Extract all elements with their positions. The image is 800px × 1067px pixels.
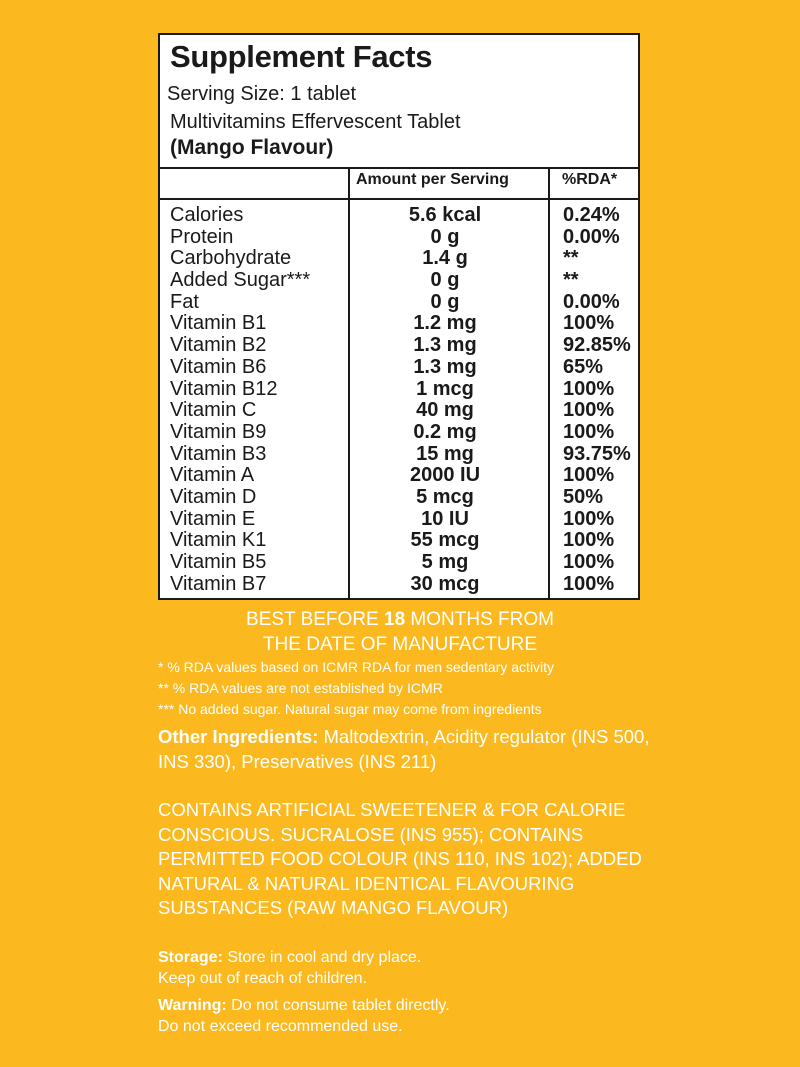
nutrient-amount: 15 mg bbox=[416, 442, 474, 465]
nutrient-rda: 100% bbox=[563, 572, 615, 595]
nutrient-name: Vitamin B3 bbox=[170, 442, 267, 465]
rda-column-header: %RDA* bbox=[562, 171, 618, 188]
nutrient-rda: ** bbox=[563, 269, 579, 292]
nutrient-amount: 0.2 mg bbox=[413, 420, 477, 443]
table-row bbox=[160, 400, 638, 422]
storage-text: Store in cool and dry place. bbox=[222, 949, 422, 966]
ingredients-label: Other Ingredients: bbox=[158, 726, 319, 747]
table-row bbox=[160, 465, 638, 487]
warning-label: Warning: bbox=[158, 997, 227, 1014]
nutrient-rda: 50% bbox=[563, 485, 604, 508]
nutrient-amount: 10 IU bbox=[421, 507, 469, 530]
nutrient-rda: 100% bbox=[563, 529, 615, 552]
storage-line2: Keep out of reach of children. bbox=[158, 970, 368, 987]
nutrient-amount: 40 mg bbox=[416, 399, 474, 422]
best-before-suffix: MONTHS FROM bbox=[405, 609, 554, 630]
nutrient-rda: 100% bbox=[563, 464, 615, 487]
nutrient-rda: 93.75% bbox=[563, 442, 631, 465]
nutrient-rda: 100% bbox=[563, 312, 615, 335]
nutrient-rda: 100% bbox=[563, 399, 615, 422]
nutrient-amount: 5 mcg bbox=[416, 485, 474, 508]
nutrient-name: Fat bbox=[170, 290, 199, 313]
table-row bbox=[160, 422, 638, 444]
warning-text: Do not consume tablet directly. bbox=[226, 997, 450, 1014]
nutrient-name: Vitamin B12 bbox=[170, 377, 278, 400]
nutrient-name: Vitamin D bbox=[170, 485, 257, 508]
warning-line2: Do not exceed recommended use. bbox=[158, 1018, 403, 1035]
nutrient-amount: 55 mcg bbox=[410, 529, 480, 552]
nutrient-rda: 100% bbox=[563, 420, 615, 443]
table-row bbox=[160, 530, 638, 552]
nutrient-name: Vitamin C bbox=[170, 399, 257, 422]
table-row bbox=[160, 313, 638, 335]
best-before-notice bbox=[158, 607, 642, 657]
amount-column-header: Amount per Serving bbox=[356, 171, 509, 188]
table-row bbox=[160, 509, 638, 531]
table-row bbox=[160, 487, 638, 509]
nutrient-name: Vitamin B2 bbox=[170, 334, 267, 357]
header-top-divider bbox=[160, 167, 638, 169]
nutrient-name: Calories bbox=[170, 204, 244, 226]
nutrient-name: Added Sugar*** bbox=[170, 269, 311, 292]
nutrient-amount: 5.6 kcal bbox=[408, 204, 482, 226]
flavour-label: (Mango Flavour) bbox=[170, 136, 334, 159]
nutrient-table bbox=[160, 205, 638, 595]
nutrient-amount: 1 mcg bbox=[416, 377, 474, 400]
nutrient-rda: 92.85% bbox=[563, 334, 631, 357]
nutrient-rda: 100% bbox=[563, 507, 615, 530]
nutrient-amount: 1.3 mg bbox=[413, 355, 477, 378]
nutrient-rda: 100% bbox=[563, 551, 615, 573]
table-row bbox=[160, 574, 638, 596]
nutrient-amount: 0 g bbox=[430, 290, 460, 313]
ingredients-block bbox=[158, 725, 658, 774]
nutrient-amount: 0 g bbox=[430, 225, 460, 248]
nutrient-amount: 0 g bbox=[430, 269, 460, 292]
storage-block bbox=[158, 947, 658, 989]
nutrient-name: Vitamin B7 bbox=[170, 572, 267, 595]
nutrient-name: Vitamin B9 bbox=[170, 420, 267, 443]
table-row bbox=[160, 205, 638, 227]
header-bottom-divider bbox=[160, 198, 638, 200]
panel-title: Supplement Facts bbox=[170, 39, 433, 74]
nutrient-name: Protein bbox=[170, 225, 234, 248]
contains-statement: CONTAINS ARTIFICIAL SWEETENER & FOR CALORIE CONSCIOUS. SUCRALOSE (INS 955); CONTAINS PERMITTED FOOD COLOUR (INS 110, INS 102); ADDED NATURAL & NATURAL IDENTICAL FLAVOURING SUBSTANCES (RAW MANGO FLAVOUR) bbox=[158, 799, 642, 918]
footnote-3: *** No added sugar. Natural sugar may come from ingredients bbox=[158, 701, 542, 717]
best-before-line2: THE DATE OF MANUFACTURE bbox=[262, 634, 538, 655]
nutrient-rda: 65% bbox=[563, 355, 604, 378]
table-row bbox=[160, 379, 638, 401]
nutrient-amount: 5 mg bbox=[421, 551, 469, 573]
nutrient-name: Carbohydrate bbox=[170, 247, 292, 270]
nutrient-name: Vitamin B1 bbox=[170, 312, 267, 335]
warning-block bbox=[158, 995, 658, 1037]
nutrient-amount: 1.2 mg bbox=[413, 312, 477, 335]
nutrient-rda: 100% bbox=[563, 377, 615, 400]
table-row bbox=[160, 552, 638, 574]
nutrient-name: Vitamin B5 bbox=[170, 551, 267, 573]
nutrient-name: Vitamin K1 bbox=[170, 529, 267, 552]
best-before-prefix: BEST BEFORE bbox=[246, 609, 384, 630]
table-row bbox=[160, 444, 638, 466]
table-row bbox=[160, 357, 638, 379]
supplement-facts-panel bbox=[158, 33, 640, 600]
storage-label: Storage: bbox=[158, 949, 223, 966]
table-row bbox=[160, 270, 638, 292]
nutrient-amount: 30 mcg bbox=[410, 572, 480, 595]
nutrient-amount: 1.4 g bbox=[422, 247, 468, 270]
nutrient-rda: ** bbox=[563, 247, 579, 270]
table-row bbox=[160, 292, 638, 314]
ingredients-text: Maltodextrin, Acidity regulator (INS 500, INS 330), Preservatives (INS 211) bbox=[158, 726, 650, 772]
table-row bbox=[160, 227, 638, 249]
product-name: Multivitamins Effervescent Tablet bbox=[170, 111, 461, 133]
table-row bbox=[160, 335, 638, 357]
footnote-1: * % RDA values based on ICMR RDA for men sedentary activity bbox=[158, 659, 555, 675]
nutrient-name: Vitamin A bbox=[170, 464, 255, 487]
serving-size: Serving Size: 1 tablet bbox=[167, 83, 356, 105]
nutrient-name: Vitamin E bbox=[170, 507, 256, 530]
nutrient-name: Vitamin B6 bbox=[170, 355, 267, 378]
nutrient-rda: 0.00% bbox=[563, 290, 620, 313]
best-before-months: 18 bbox=[384, 609, 406, 630]
nutrient-rda: 0.24% bbox=[563, 204, 620, 226]
nutrient-amount: 2000 IU bbox=[409, 464, 481, 487]
table-row bbox=[160, 248, 638, 270]
nutrient-amount: 1.3 mg bbox=[413, 334, 477, 357]
footnote-2: ** % RDA values are not established by ICMR bbox=[158, 680, 443, 696]
nutrient-rda: 0.00% bbox=[563, 225, 620, 248]
